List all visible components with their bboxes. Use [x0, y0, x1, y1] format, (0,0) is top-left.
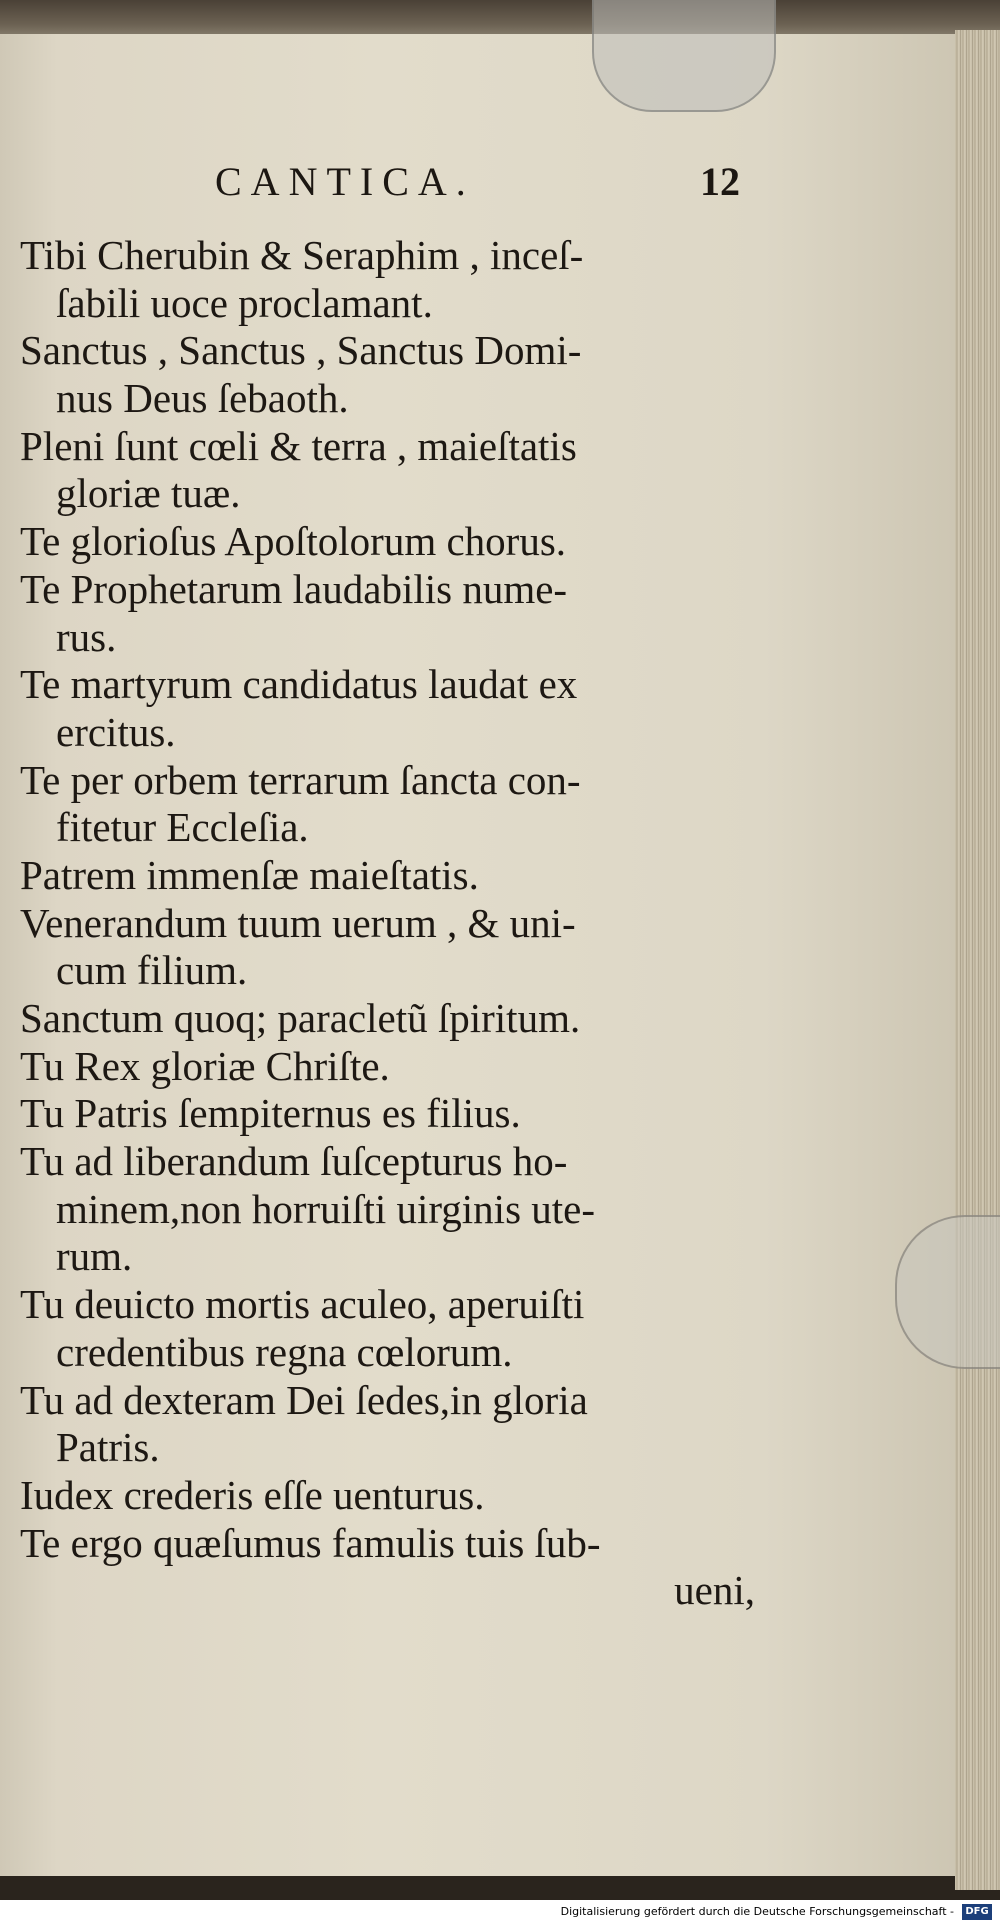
- text-line: credentibus regna cœlorum.: [56, 1328, 513, 1375]
- text-line: Tu Patris ſempiternus es filius.: [20, 1090, 521, 1137]
- text-line: rus.: [56, 613, 117, 660]
- text-line: ſabili uoce proclamant.: [56, 279, 433, 326]
- text-line: Sanctum quoq; paracletũ ſpiritum.: [20, 995, 581, 1041]
- text-line: Venerandum tuum uerum , & uni-: [20, 899, 576, 946]
- footer-bar: [0, 1900, 1000, 1927]
- text-line: Te martyrum candidatus laudat ex: [20, 661, 578, 708]
- text-line: Sanctus , Sanctus , Sanctus Domi-: [20, 327, 582, 374]
- text-line: Patrem immenſæ maieſtatis.: [20, 851, 479, 898]
- digitization-credit: Digitalisierung gefördert durch die Deutsche Forschungsgemeinschaft -: [560, 1905, 954, 1918]
- text-line: cum filium.: [56, 947, 248, 994]
- hymn-text: [20, 232, 755, 1615]
- text-line: Te ergo quæſumus famulis tuis ſub-: [20, 1519, 601, 1566]
- text-line: rum.: [56, 1233, 133, 1280]
- text-line: Tu ad dexteram Dei ſedes,in gloria: [20, 1376, 588, 1423]
- text-line: Iudex crederis eſſe uenturus.: [20, 1471, 485, 1518]
- page-edges: [955, 30, 1000, 1890]
- text-line: ercitus.: [56, 708, 176, 755]
- text-line: Te glorioſus Apoſtolorum chorus.: [20, 518, 567, 565]
- text-line: minem,non horruiſti uirginis ute-: [56, 1185, 596, 1232]
- text-line: Te Prophetarum laudabilis nume-: [20, 565, 568, 612]
- text-line: nus Deus ſebaoth.: [56, 375, 349, 422]
- text-line: Pleni ſunt cœli & terra , maieſtatis: [20, 422, 577, 469]
- text-line: Patris.: [56, 1424, 160, 1471]
- text-line: Te per orbem terrarum ſancta con-: [20, 756, 581, 803]
- text-line: Tu deuicto mortis aculeo, aperuiſti: [20, 1281, 585, 1328]
- page-clip-top: [592, 0, 776, 112]
- dfg-logo: DFG: [962, 1904, 992, 1920]
- page-header: [0, 158, 955, 218]
- page-number: 12: [700, 159, 740, 204]
- text-line: Tu Rex gloriæ Chriſte.: [20, 1042, 390, 1089]
- text-line: Tu ad liberandum ſuſcepturus ho-: [20, 1138, 568, 1185]
- catchword: ueni,: [674, 1567, 755, 1614]
- text-line: gloriæ tuæ.: [56, 470, 241, 517]
- text-line: fitetur Eccleſia.: [56, 804, 309, 851]
- running-title: CANTICA.: [215, 159, 475, 204]
- text-line: Tibi Cherubin & Seraphim , inceſ-: [20, 232, 584, 278]
